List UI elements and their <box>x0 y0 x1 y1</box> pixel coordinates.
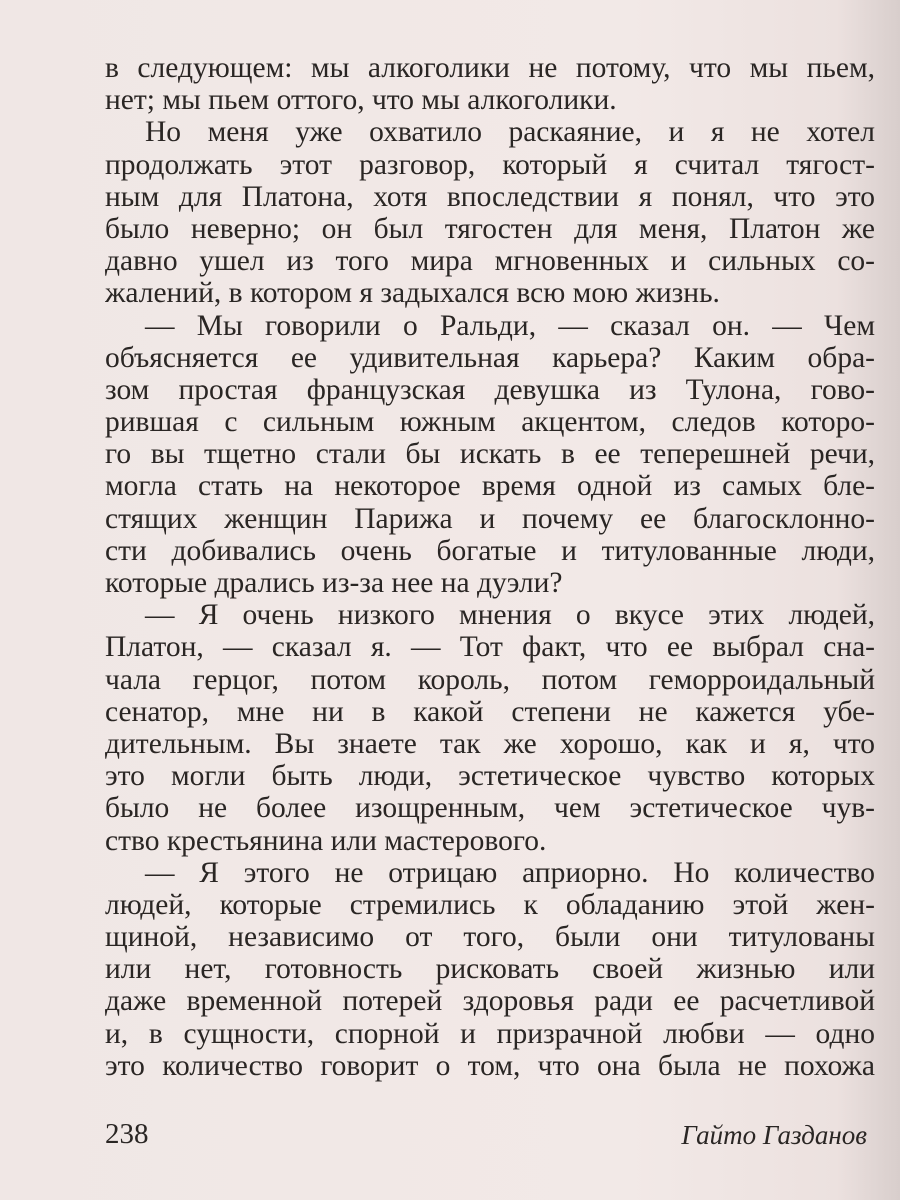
text-line: объясняется ее удивительная карьера? Каким обра- <box>105 341 875 374</box>
text-line: стящих женщин Парижа и почему ее благосклонно- <box>105 502 875 535</box>
text-line: людей, которые стремились к обладанию этой жен- <box>105 888 875 921</box>
text-line: — Я этого не отрицаю априорно. Но количество <box>145 856 875 889</box>
text-line: сенатор, мне ни в какой степени не кажется убе- <box>105 695 875 728</box>
text-line: это могли быть люди, эстетическое чувство которых <box>105 760 875 793</box>
text-line: го вы тщетно стали бы искать в ее теперешней речи, <box>105 438 875 471</box>
text-line: сти добивались очень богатые и титулованные люди, <box>105 534 875 567</box>
text-line: щиной, независимо от того, были они титулованы <box>105 921 875 954</box>
text-line: рившая с сильным южным акцентом, следов которо- <box>105 406 875 439</box>
running-footer-author: Гайто Газданов <box>681 1120 867 1150</box>
text-line: ным для Платона, хотя впоследствии я понял, что это <box>105 180 875 213</box>
text-line: — Я очень низкого мнения о вкусе этих людей, <box>145 599 875 632</box>
text-line: дительным. Вы знаете так же хорошо, как и я, что <box>105 727 875 760</box>
text-line: продолжать этот разговор, который я считал тягост- <box>105 148 875 181</box>
text-line: нет; мы пьем оттого, что мы алкоголики. <box>105 84 617 117</box>
text-line: и, в сущности, спорной и призрачной любви — одно <box>105 1017 875 1050</box>
text-line: ство крестьянина или мастерового. <box>105 824 547 857</box>
text-line: или нет, готовность рисковать своей жизнью или <box>105 953 875 986</box>
body-text <box>105 52 875 1082</box>
text-line: Платон, — сказал я. — Тот факт, что ее выбрал сна- <box>105 631 875 664</box>
text-line: — Мы говорили о Ральди, — сказал он. — Чем <box>145 309 875 342</box>
page-number: 238 <box>105 1118 149 1150</box>
text-line: которые дрались из-за нее на дуэли? <box>105 567 563 599</box>
text-line: в следующем: мы алкоголики не потому, что мы пьем, <box>105 52 875 84</box>
text-line: даже временной потерей здоровья ради ее расчетливой <box>105 985 875 1018</box>
text-line: давно ушел из того мира мгновенных и сильных со- <box>105 245 875 278</box>
text-line: Но меня уже охватило раскаяние, и я не хотел <box>145 116 875 149</box>
text-line: было не более изощренным, чем эстетическое чув- <box>105 792 875 825</box>
text-line: это количество говорит о том, что она была не похожа <box>105 1049 875 1082</box>
text-line: могла стать на некоторое время одной из самых бле- <box>105 470 875 503</box>
text-line: чала герцог, потом король, потом геморроидальный <box>105 663 875 696</box>
text-line: было неверно; он был тягостен для меня, Платон же <box>105 212 875 245</box>
text-line: зом простая французская девушка из Тулона, гово- <box>105 373 875 406</box>
text-line: жалений, в котором я задыхался всю мою жизнь. <box>105 277 720 310</box>
